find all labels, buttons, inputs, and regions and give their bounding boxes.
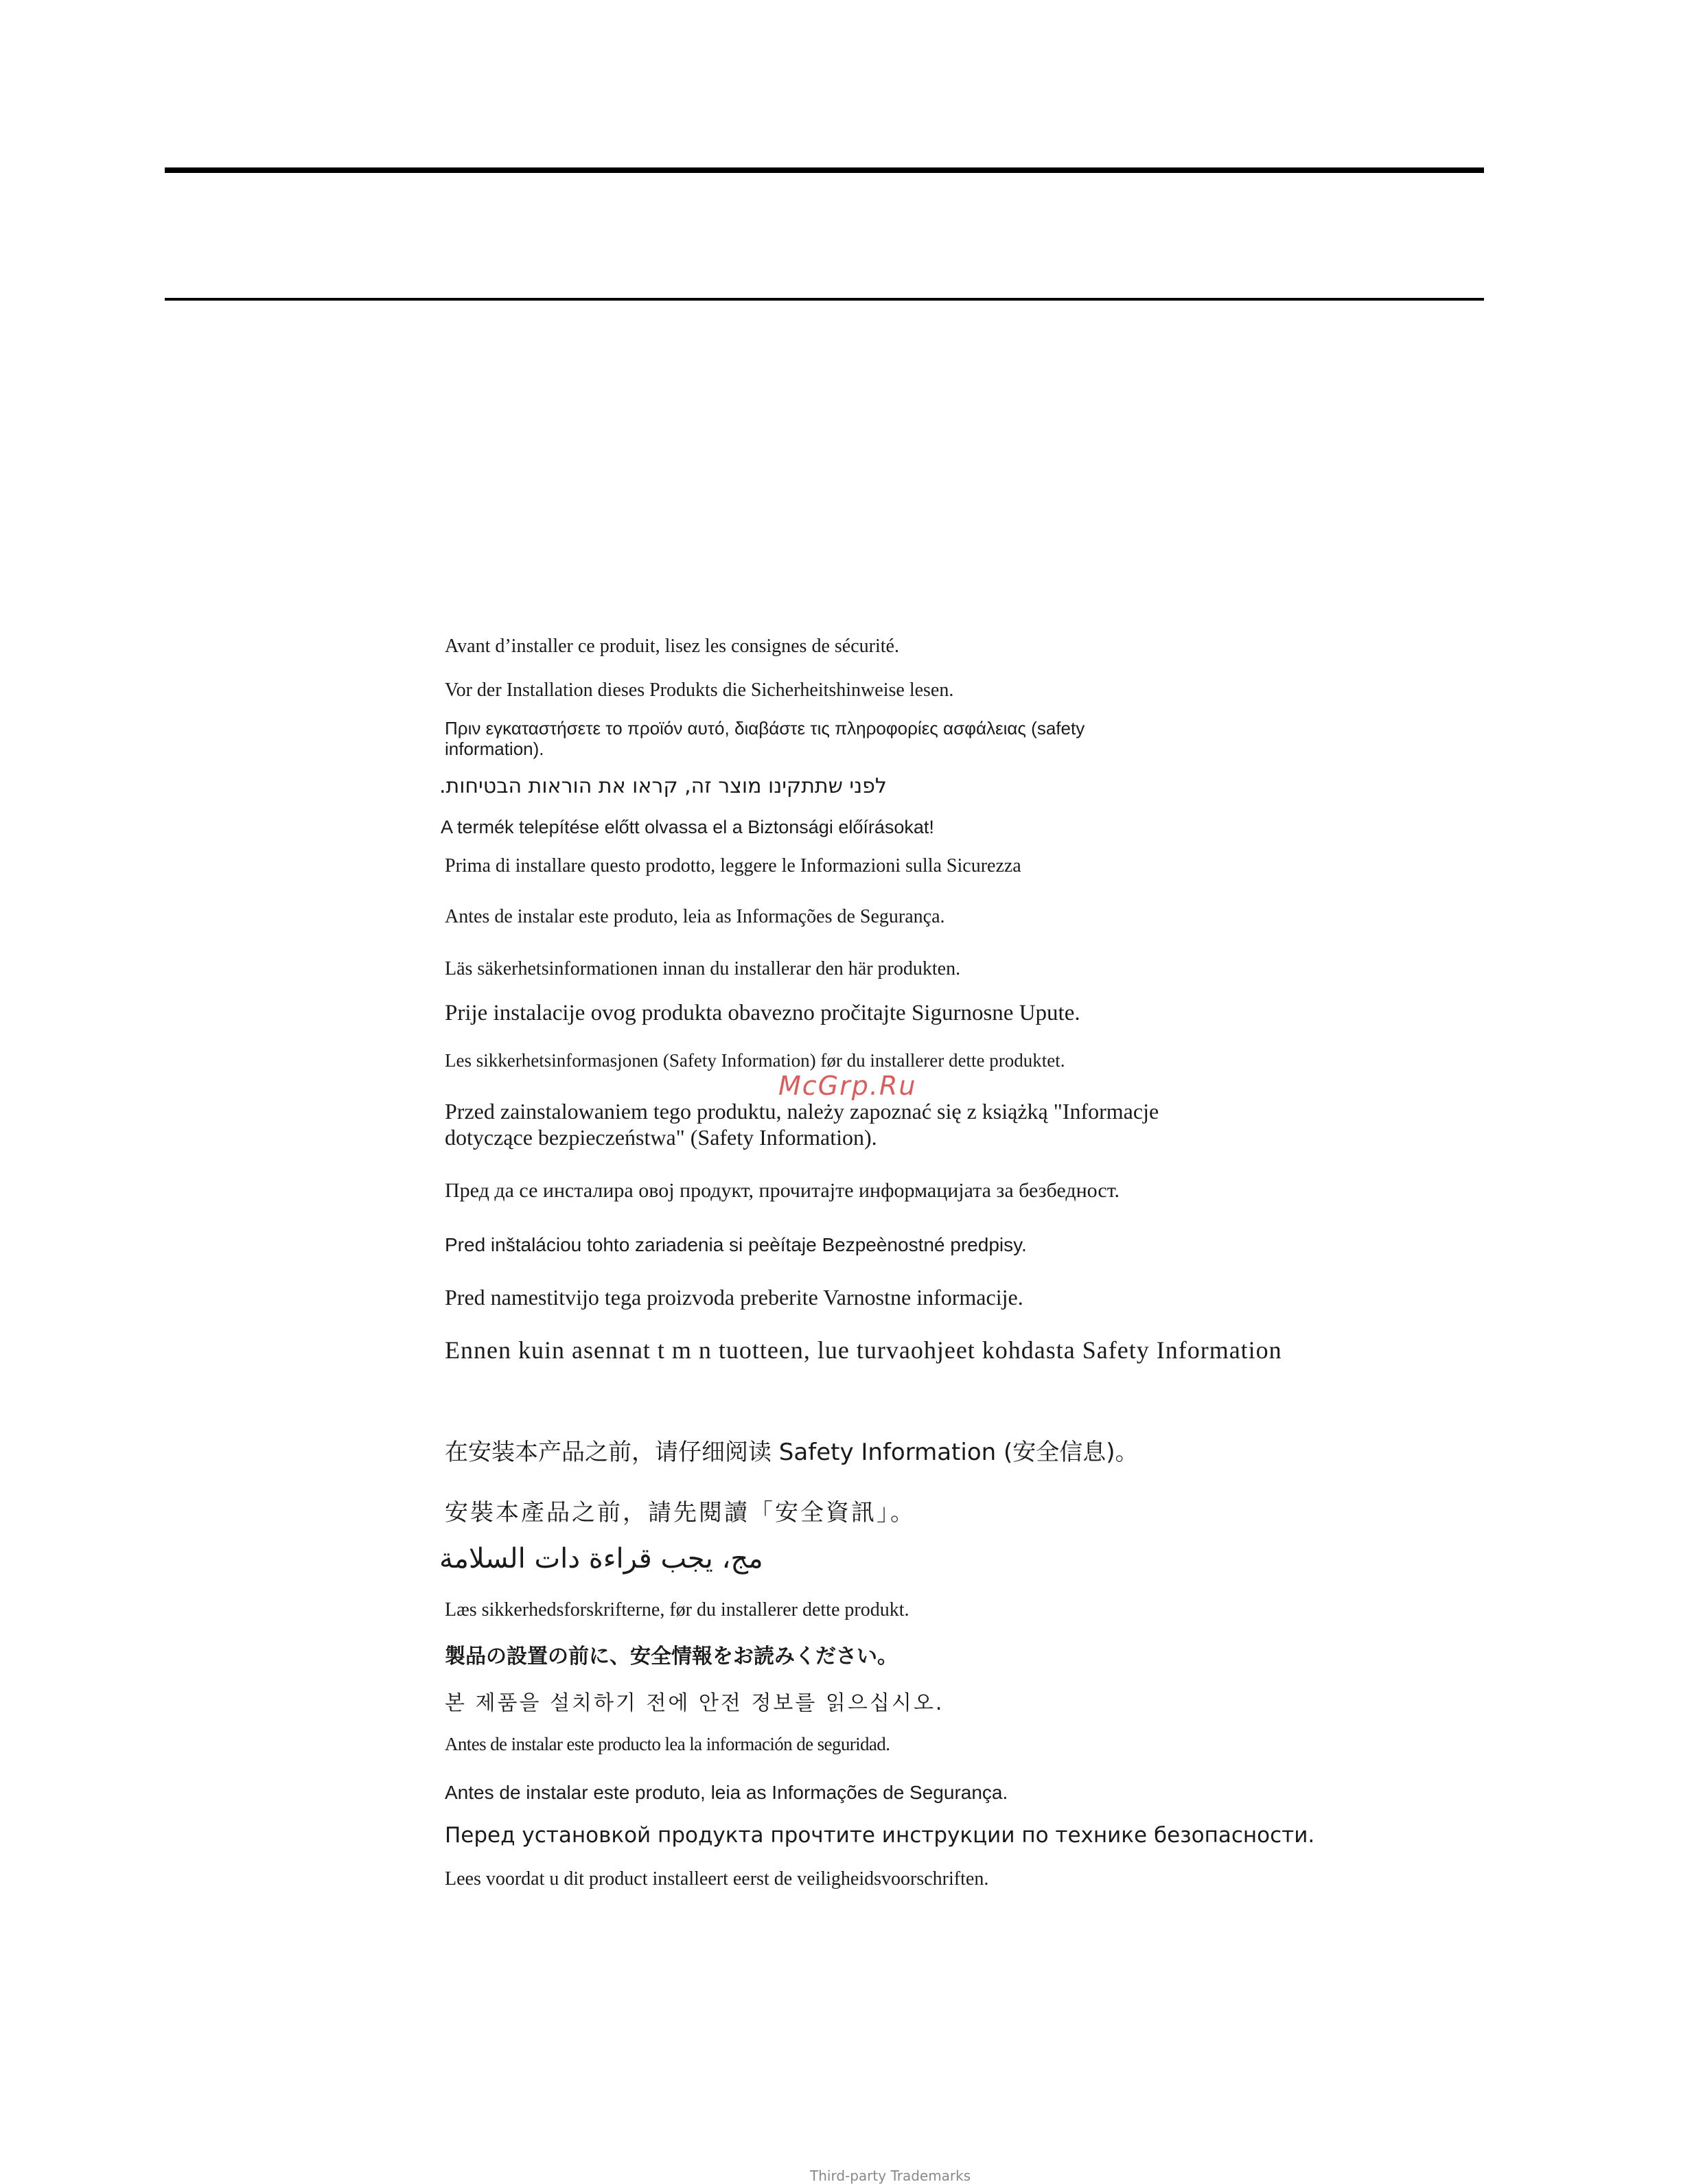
notice-polish: Przed zainstalowaniem tego produktu, należy zapoznać się z książką "Informacje dotyczące bezpieczeństwa" (Safety Information). [445,1099,1159,1150]
notice-korean: 본 제품을 설치하기 전에 안전 정보를 읽으십시오. [445,1691,944,1715]
watermark-text: McGrp.Ru [778,1071,917,1101]
notice-finnish: Ennen kuin asennat t m n tuotteen, lue turvaohjeet kohdasta Safety Information [445,1336,1282,1364]
notice-arabic: مج، يجب قراءة دات السلامة [439,1543,763,1575]
notice-german: Vor der Installation dieses Produkts die Sicherheitshinweise lesen. [445,679,954,701]
notice-spanish: Antes de instalar este producto lea la información de seguridad. [445,1734,890,1754]
top-heavy-rule [165,167,1484,173]
notice-portuguese-br: Antes de instalar este produto, leia as Informações de Segurança. [445,906,945,927]
notice-french: Avant d’installer ce produit, lisez les consignes de sécurité. [445,636,899,657]
notice-portuguese: Antes de instalar este produto, leia as Informações de Segurança. [445,1782,1008,1803]
notice-swedish: Läs säkerhetsinformationen innan du installerar den här produkten. [445,958,961,979]
notice-croatian: Prije instalacije ovog produkta obavezno pročitajte Sigurnosne Upute. [445,1001,1080,1025]
notice-russian: Перед установкой продукта прочтите инструкции по технике безопасности. [445,1823,1315,1848]
notice-hebrew: לפני שתתקינו מוצר זה, קראו את הוראות הבטיחות. [439,774,887,798]
notice-hungarian: A termék telepítése előtt olvassa el a Biztonsági előírásokat! [441,817,934,837]
notice-italian: Prima di installare questo prodotto, leggere le Informazioni sulla Sicurezza [445,855,1021,876]
title-bottom-rule [165,298,1484,301]
footer-fragment: Third-party Trademarks [810,2168,971,2184]
notice-greek: Πριν εγκαταστήσετε το προϊόν αυτό, διαβάστε τις πληροφορίες ασφάλειας (safety information). [445,718,1085,759]
notice-chinese-simplified: 在安装本产品之前，请仔细阅读 Safety Information (安全信息)。 [445,1439,1139,1466]
notice-dutch: Lees voordat u dit product installeert eerst de veiligheidsvoorschriften. [445,1868,989,1890]
notice-slovenian: Pred namestitvijo tega proizvoda preberite Varnostne informacije. [445,1285,1023,1310]
notice-japanese: 製品の設置の前に、安全情報をお読みください。 [445,1645,898,1669]
notice-macedonian: Пред да се инсталира овој продукт, прочитајте информацијата за безбедност. [445,1179,1120,1202]
notice-chinese-traditional: 安裝本產品之前，請先閱讀「安全資訊」。 [445,1499,916,1526]
notice-danish: Læs sikkerhedsforskrifterne, før du installerer dette produkt. [445,1599,909,1620]
notice-norwegian: Les sikkerhetsinformasjonen (Safety Information) før du installerer dette produktet. [445,1050,1065,1071]
notice-slovak: Pred inštaláciou tohto zariadenia si peèítaje Bezpeènostné predpisy. [445,1234,1027,1255]
